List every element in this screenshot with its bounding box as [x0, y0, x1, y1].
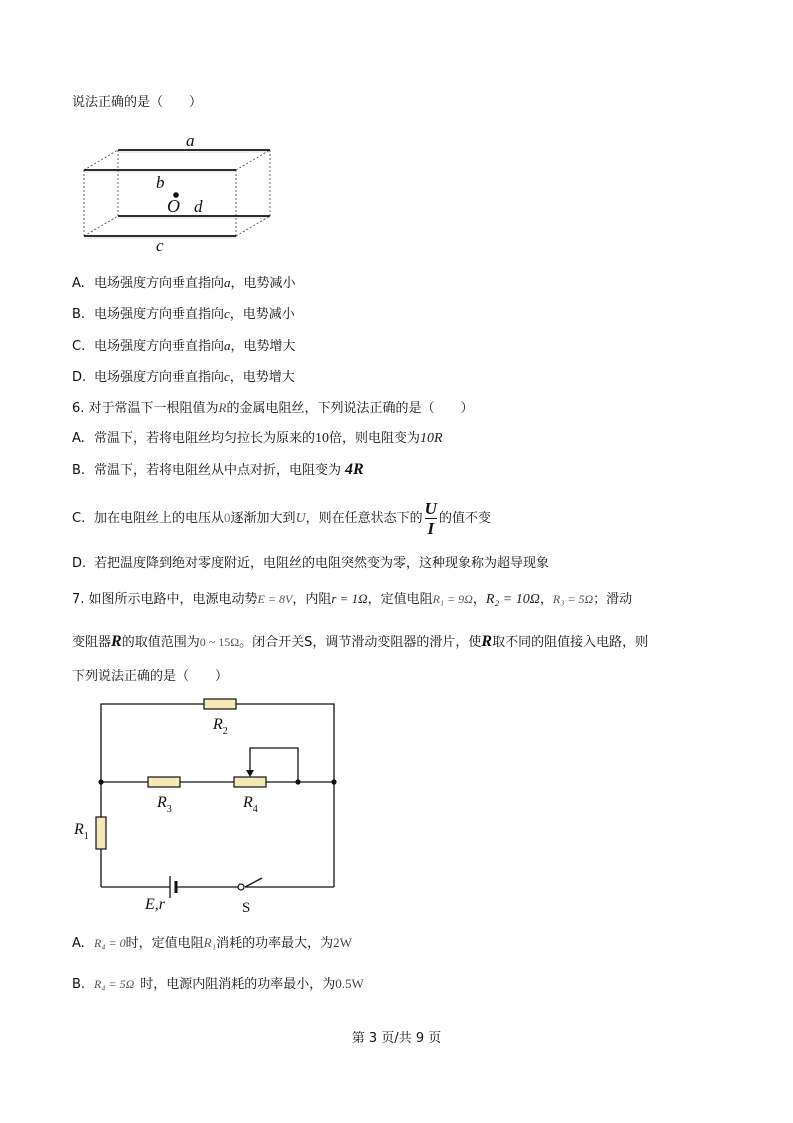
- q7-stem-line2: 变阻器R的取值范围为0 ~ 15Ω。闭合开关S，调节滑动变阻器的滑片，使R取不同的阻值接入电路，则: [72, 633, 649, 650]
- page-footer: 第 3 页/共 9 页: [351, 1031, 442, 1046]
- label-r2: $R_2$: [213, 716, 228, 737]
- switch-contact: [238, 884, 244, 890]
- q6-stem: 6. 对于常温下一根阻值为R的金属电阻丝，下列说法正确的是（ ）: [72, 400, 474, 416]
- label-r4: $R_4$: [243, 794, 258, 815]
- label-r3: $R_3$: [157, 794, 172, 815]
- q5-option-d: D. 电场强度方向垂直指向c，电势增大: [72, 369, 295, 385]
- q5-option-c: C. 电场强度方向垂直指向a，电势增大: [72, 338, 296, 354]
- q7-stem-line1: 7. 如图所示电路中，电源电动势E = 8V，内阻r = 1Ω，定值电阻R₁ = 9Ω，R₂ = 10Ω，R₃ = 5Ω；滑动: [72, 591, 633, 607]
- label-emf: E,r: [145, 896, 165, 913]
- q6-option-d: D. 若把温度降到绝对零度附近，电阻丝的电阻突然变为零，这种现象称为超导现象: [72, 556, 550, 571]
- q5-option-a: A. 电场强度方向垂直指向a，电势减小: [72, 275, 296, 291]
- slider-arrowhead: [246, 770, 254, 777]
- label-c: c: [156, 236, 164, 255]
- resistor-r1: [96, 817, 106, 849]
- label-b: b: [156, 173, 165, 192]
- resistor-r4: [234, 777, 266, 787]
- label-switch: S: [242, 900, 251, 916]
- label-a: a: [186, 131, 195, 150]
- q7-option-a: A. R₄ = 0时，定值电阻R₁消耗的功率最大，为2W: [72, 935, 352, 951]
- q7-option-b: B. R₄ = 5Ω 时，电源内阻消耗的功率最小，为0.5W: [72, 976, 364, 992]
- resistor-r2: [204, 699, 236, 709]
- question-stem-tail: 说法正确的是（ ）: [72, 95, 203, 110]
- q5-option-b: B. 电场强度方向垂直指向c，电势减小: [72, 306, 295, 322]
- parallel-plates-figure: [78, 130, 288, 255]
- u-over-i-fraction: $\frac{U}{I}$: [424, 499, 437, 538]
- q6-option-c: C. 加在电阻丝上的电压从0逐渐加大到U，则在任意状态下的 $\frac{U}{I}$ 的值不变: [72, 499, 491, 538]
- q7-stem-line3: 下列说法正确的是（ ）: [72, 669, 229, 684]
- q6-option-a: A. 常温下，若将电阻丝均匀拉长为原来的10倍，则电阻变为10R: [72, 431, 443, 446]
- label-O: O: [167, 196, 180, 216]
- label-d: d: [194, 197, 203, 216]
- resistor-r3: [148, 777, 180, 787]
- q6-option-b: B. 常温下，若将电阻丝从中点对折，电阻变为 4R: [72, 461, 364, 478]
- circuit-diagram: [66, 696, 356, 918]
- label-r1: $R_1$: [74, 821, 89, 842]
